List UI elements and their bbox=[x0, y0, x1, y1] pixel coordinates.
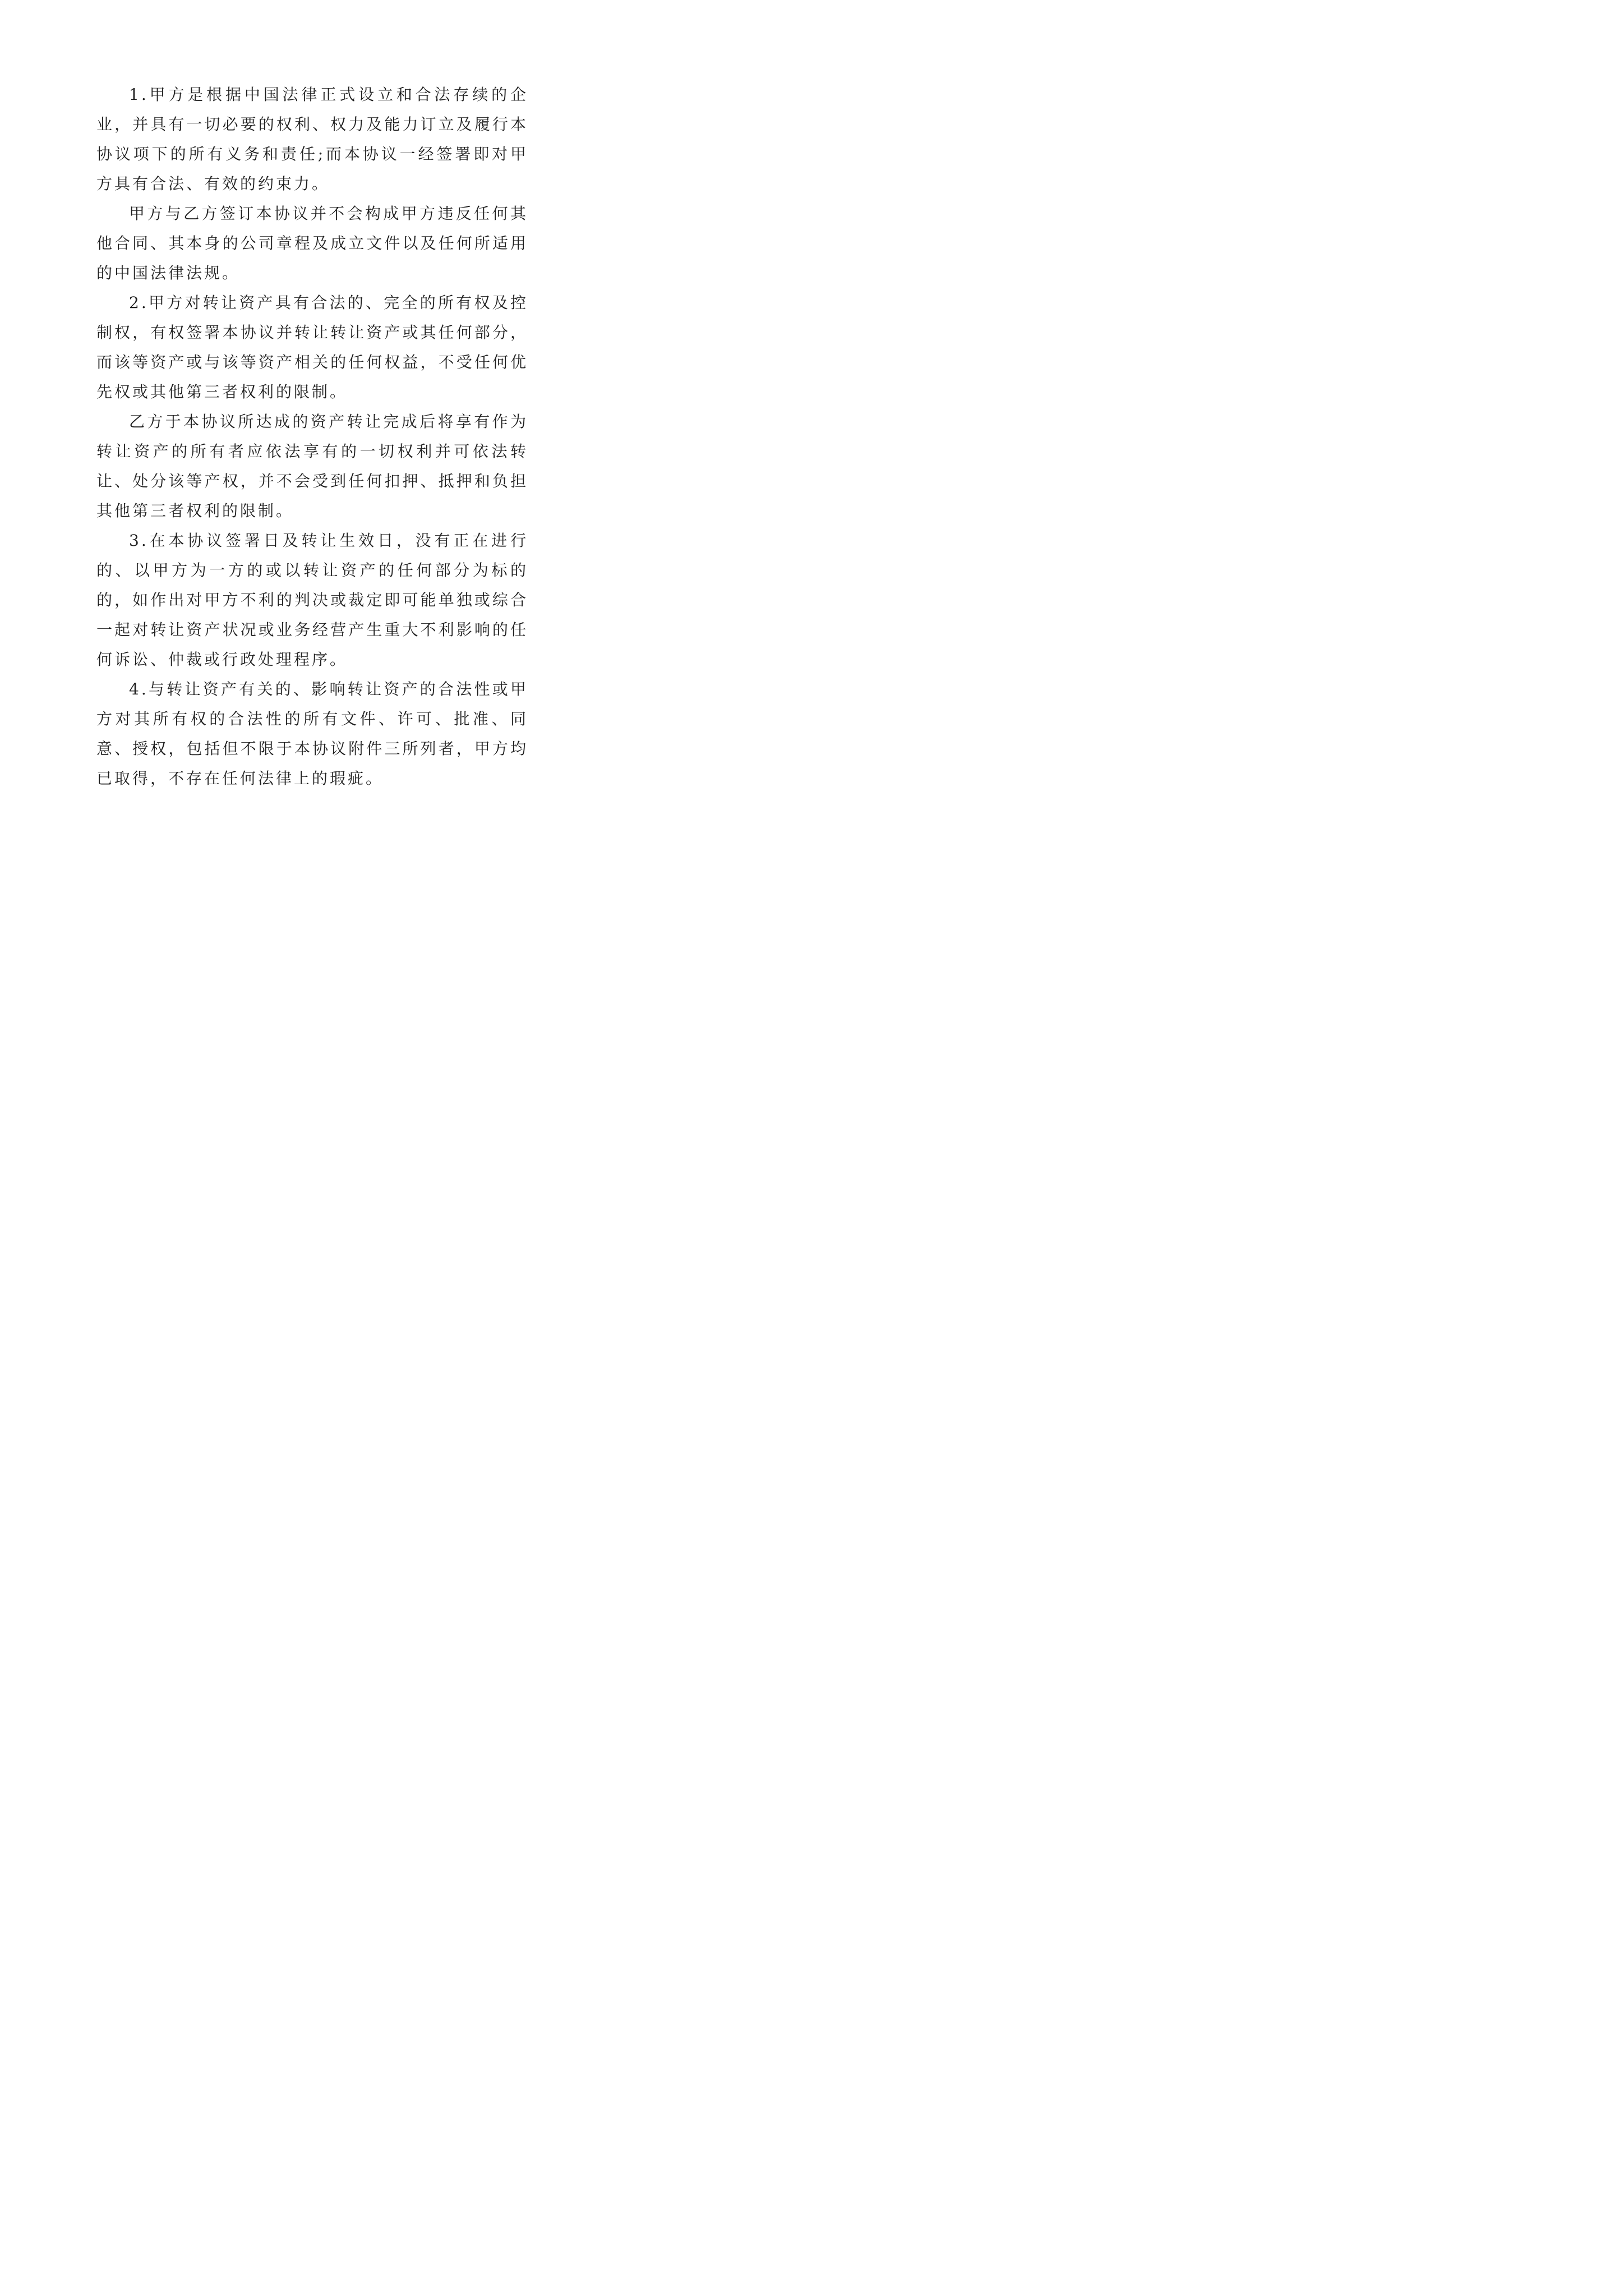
clause-2-paragraph: 2.甲方对转让资产具有合法的、完全的所有权及控制权，有权签署本协议并转让转让资产或其任何部分，而该等资产或与该等资产相关的任何权益，不受任何优先权或其他第三者权利的限制。 bbox=[96, 293, 528, 401]
clause-4-paragraph: 4.与转让资产有关的、影响转让资产的合法性或甲方对其所有权的合法性的所有文件、许可、批准、同意、授权，包括但不限于本协议附件三所列者，甲方均已取得，不存在任何法律上的瑕疵。 bbox=[96, 680, 528, 788]
clause-3-paragraph: 3.在本协议签署日及转让生效日，没有正在进行的、以甲方为一方的或以转让资产的任何部分为标的的，如作出对甲方不利的判决或裁定即可能单独或综合一起对转让资产状况或业务经营产生重大不利影响的任何诉讼、仲裁或行政处理程序。 bbox=[96, 531, 528, 669]
document-page bbox=[0, 0, 619, 875]
clause-1-supplement-paragraph: 甲方与乙方签订本协议并不会构成甲方违反任何其他合同、其本身的公司章程及成立文件以及任何所适用的中国法律法规。 bbox=[96, 204, 528, 282]
clause-2-supplement-paragraph: 乙方于本协议所达成的资产转让完成后将享有作为转让资产的所有者应依法享有的一切权利并可依法转让、处分该等产权，并不会受到任何扣押、抵押和负担其他第三者权利的限制。 bbox=[96, 412, 528, 520]
document-body bbox=[96, 80, 528, 793]
clause-1-paragraph: 1.甲方是根据中国法律正式设立和合法存续的企业，并具有一切必要的权利、权力及能力订立及履行本协议项下的所有义务和责任;而本协议一经签署即对甲方具有合法、有效的约束力。 bbox=[96, 85, 528, 193]
